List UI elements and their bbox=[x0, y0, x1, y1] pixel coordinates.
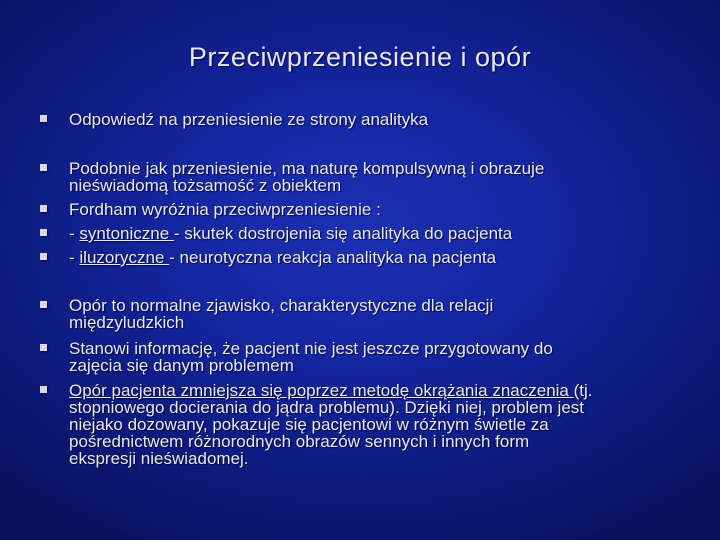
bullet-text bbox=[69, 297, 700, 331]
bullet-line: stopniowego docierania do jądra problemu). Dzięki niej, problem jest bbox=[69, 398, 584, 417]
bullet-line: niejako dozowany, pokazuje się pacjentowi w różnym świetle za bbox=[69, 415, 549, 434]
bullet-text bbox=[69, 111, 700, 128]
bullet-line: nieświadomą tożsamość z obiektem bbox=[69, 176, 342, 195]
square-bullet-icon bbox=[40, 386, 47, 393]
bullet-line: zajęcia się danym problemem bbox=[69, 356, 294, 375]
bullet-text bbox=[69, 382, 700, 467]
bullet-suffix: - skutek dostrojenia się analityka do pacjenta bbox=[173, 224, 513, 243]
bullet-underlined-term: iluzoryczne bbox=[79, 248, 170, 267]
bullet-line: ekspresji nieświadomej. bbox=[69, 449, 249, 468]
square-bullet-icon bbox=[40, 164, 47, 171]
bullet-suffix: - neurotyczna reakcja analityka na pacjenta bbox=[169, 248, 497, 267]
bullet-underlined-term: syntoniczne bbox=[79, 224, 174, 243]
bullet-line: Fordham wyróżnia przeciwprzeniesienie : bbox=[69, 200, 381, 219]
square-bullet-icon bbox=[40, 344, 47, 351]
bullet-line: Opór to normalne zjawisko, charakterystyczne dla relacji bbox=[69, 296, 494, 315]
bullet-line: pośrednictwem różnorodnych obrazów sennych i innych form bbox=[69, 432, 530, 451]
bullet-line: Stanowi informację, że pacjent nie jest jeszcze przygotowany do bbox=[69, 339, 553, 358]
bullet-line: Podobnie jak przeniesienie, ma naturę kompulsywną i obrazuje bbox=[69, 159, 545, 178]
bullet-line: Odpowiedź na przeniesienie ze strony analityka bbox=[69, 110, 429, 129]
bullet-text bbox=[69, 340, 700, 374]
bullet-text bbox=[69, 201, 700, 218]
square-bullet-icon bbox=[40, 115, 47, 122]
bullet-line: międzyludzkich bbox=[69, 313, 185, 332]
bullet-text bbox=[69, 249, 700, 266]
bullet-text bbox=[69, 225, 700, 242]
bullet-underlined-term: Opór pacjenta zmniejsza się poprzez metodę okrążania znaczenia bbox=[69, 381, 574, 400]
bullet-prefix: - bbox=[69, 248, 80, 267]
square-bullet-icon bbox=[40, 253, 47, 260]
square-bullet-icon bbox=[40, 229, 47, 236]
square-bullet-icon bbox=[40, 205, 47, 212]
bullet-prefix: - bbox=[69, 224, 80, 243]
square-bullet-icon bbox=[40, 301, 47, 308]
slide-title: Przeciwprzeniesienie i opór bbox=[188, 42, 532, 72]
bullet-suffix: (tj. bbox=[573, 381, 593, 400]
bullet-text bbox=[69, 160, 700, 194]
bullet-line bbox=[69, 382, 700, 399]
